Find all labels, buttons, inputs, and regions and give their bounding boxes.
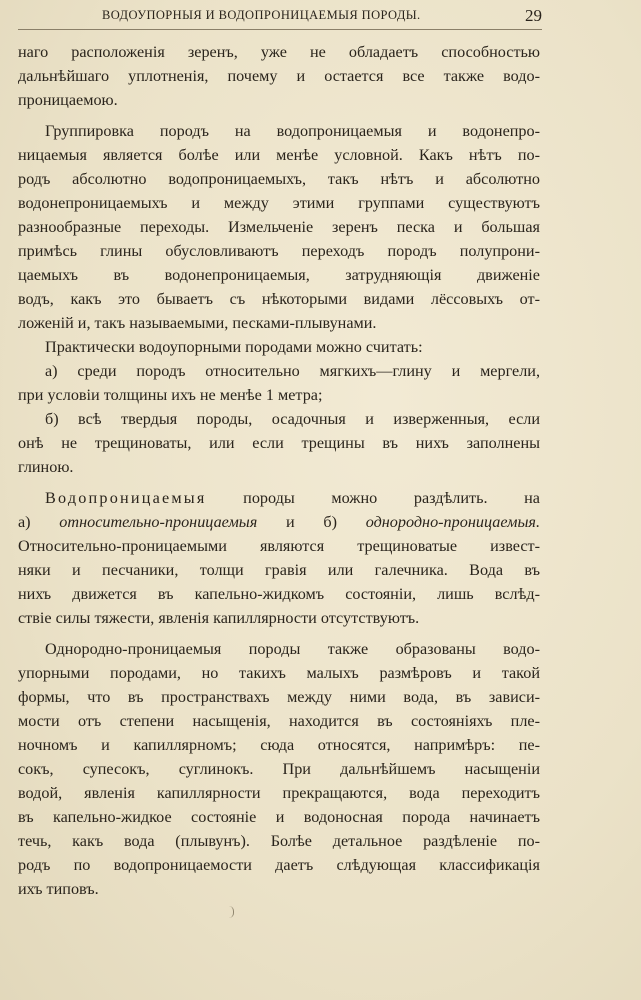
paragraph-grouping <box>18 119 540 335</box>
text-run: а) <box>18 513 31 531</box>
text-line: родъ абсолютно водопроницаемыхъ, такъ нѣтъ и абсолютно <box>18 170 540 188</box>
text-line: водой, явленія капиллярности прекращаются, вода переходитъ <box>18 784 540 802</box>
paragraph-permeable <box>18 486 540 630</box>
text-line: сокъ, супесокъ, суглинокъ. При дальнѣйшемъ насыщеніи <box>18 760 540 778</box>
spaced-term: Водопроницаемыя <box>45 489 207 507</box>
paragraph-continuation <box>18 40 540 112</box>
text-line: дальнѣйшаго уплотненія, почему и остается все также водо- <box>18 67 540 85</box>
header-rule <box>18 29 542 30</box>
text-line: ночномъ и капиллярномъ; сюда относятся, напримѣръ: пе- <box>18 736 540 754</box>
text-run: породы можно раздѣлить. на <box>243 489 540 507</box>
text-line: течь, какъ вода (плывунъ). Болѣе детальное раздѣленіе по- <box>18 832 540 850</box>
running-title: ВОДОУПОРНЫЯ И ВОДОПРОНИЦАЕМЫЯ ПОРОДЫ. <box>102 8 421 22</box>
paragraph-practically <box>18 335 540 359</box>
running-head <box>18 6 542 28</box>
text-line <box>18 486 540 510</box>
text-line: примѣсь глины обусловливаютъ переходъ породъ полупрони- <box>18 242 540 260</box>
text-line: проницаемою. <box>18 91 118 109</box>
text-line: ложеній и, такъ называемыми, песками-плывунами. <box>18 314 377 332</box>
italic-term: относительно-проницаемыя <box>59 513 258 531</box>
text-line: Однородно-проницаемыя породы также образованы водо- <box>45 640 540 658</box>
text-line: нихъ движется въ капельно-жидкомъ состояніи, лишь вслѣд- <box>18 585 540 603</box>
paragraph-homogeneous <box>18 637 540 901</box>
text-line: ствіе силы тяжести, явленія капиллярности отсутствуютъ. <box>18 609 420 627</box>
text-line: наго расположенія зеренъ, уже не обладаетъ способностью <box>18 43 540 61</box>
text-line: ихъ типовъ. <box>18 880 99 898</box>
paragraph-item-a <box>18 359 540 407</box>
text-line: формы, что въ пространствахъ между ними вода, въ зависи- <box>18 688 540 706</box>
text-line: Практически водоупорными породами можно считать: <box>45 338 423 356</box>
text-line: а) среди породъ относительно мягкихъ—глину и мергели, <box>45 362 540 380</box>
text-line: няки и песчаники, толщи гравія или галечника. Вода въ <box>18 561 540 579</box>
text-line: цаемыхъ въ водонепроницаемыя, затрудняющія движеніе <box>18 266 540 284</box>
text-line: б) всѣ твердыя породы, осадочныя и изверженныя, если <box>45 410 540 428</box>
text-line: водъ, какъ это бываетъ съ нѣкоторыми видами лёссовыхъ от- <box>18 290 540 308</box>
text-line: онѣ не трещиноваты, или если трещины въ нихъ заполнены <box>18 434 540 452</box>
text-line: Относительно-проницаемыми являются трещиноватые извест- <box>18 537 540 555</box>
text-line: мости отъ степени насыщенія, находится въ состояніяхъ пле- <box>18 712 540 730</box>
body-text <box>18 40 540 901</box>
text-line: разнообразные переходы. Измельченіе зеренъ песка и большая <box>18 218 540 236</box>
text-line: глиною. <box>18 458 74 476</box>
text-line: при условіи толщины ихъ не менѣе 1 метра; <box>18 386 323 404</box>
paragraph-item-b <box>18 407 540 479</box>
text-run: и б) <box>285 513 337 531</box>
text-line <box>18 510 540 534</box>
text-line: въ капельно-жидкое состояніе и водоносная порода начинаетъ <box>18 808 540 826</box>
italic-term: однородно-проницаемыя. <box>365 513 540 531</box>
text-line: Группировка породъ на водопроницаемыя и водонепро- <box>45 122 540 140</box>
text-line: упорными породами, но такихъ малыхъ размѣровъ и такой <box>18 664 540 682</box>
page-number: 29 <box>525 6 542 25</box>
text-line: родъ по водопроницаемости даетъ слѣдующая классификація <box>18 856 540 874</box>
text-line: водонепроницаемыхъ и между этими группами существуютъ <box>18 194 540 212</box>
ink-mark <box>229 906 234 918</box>
text-line: ницаемыя является болѣе или менѣе условной. Какъ нѣтъ по- <box>18 146 540 164</box>
